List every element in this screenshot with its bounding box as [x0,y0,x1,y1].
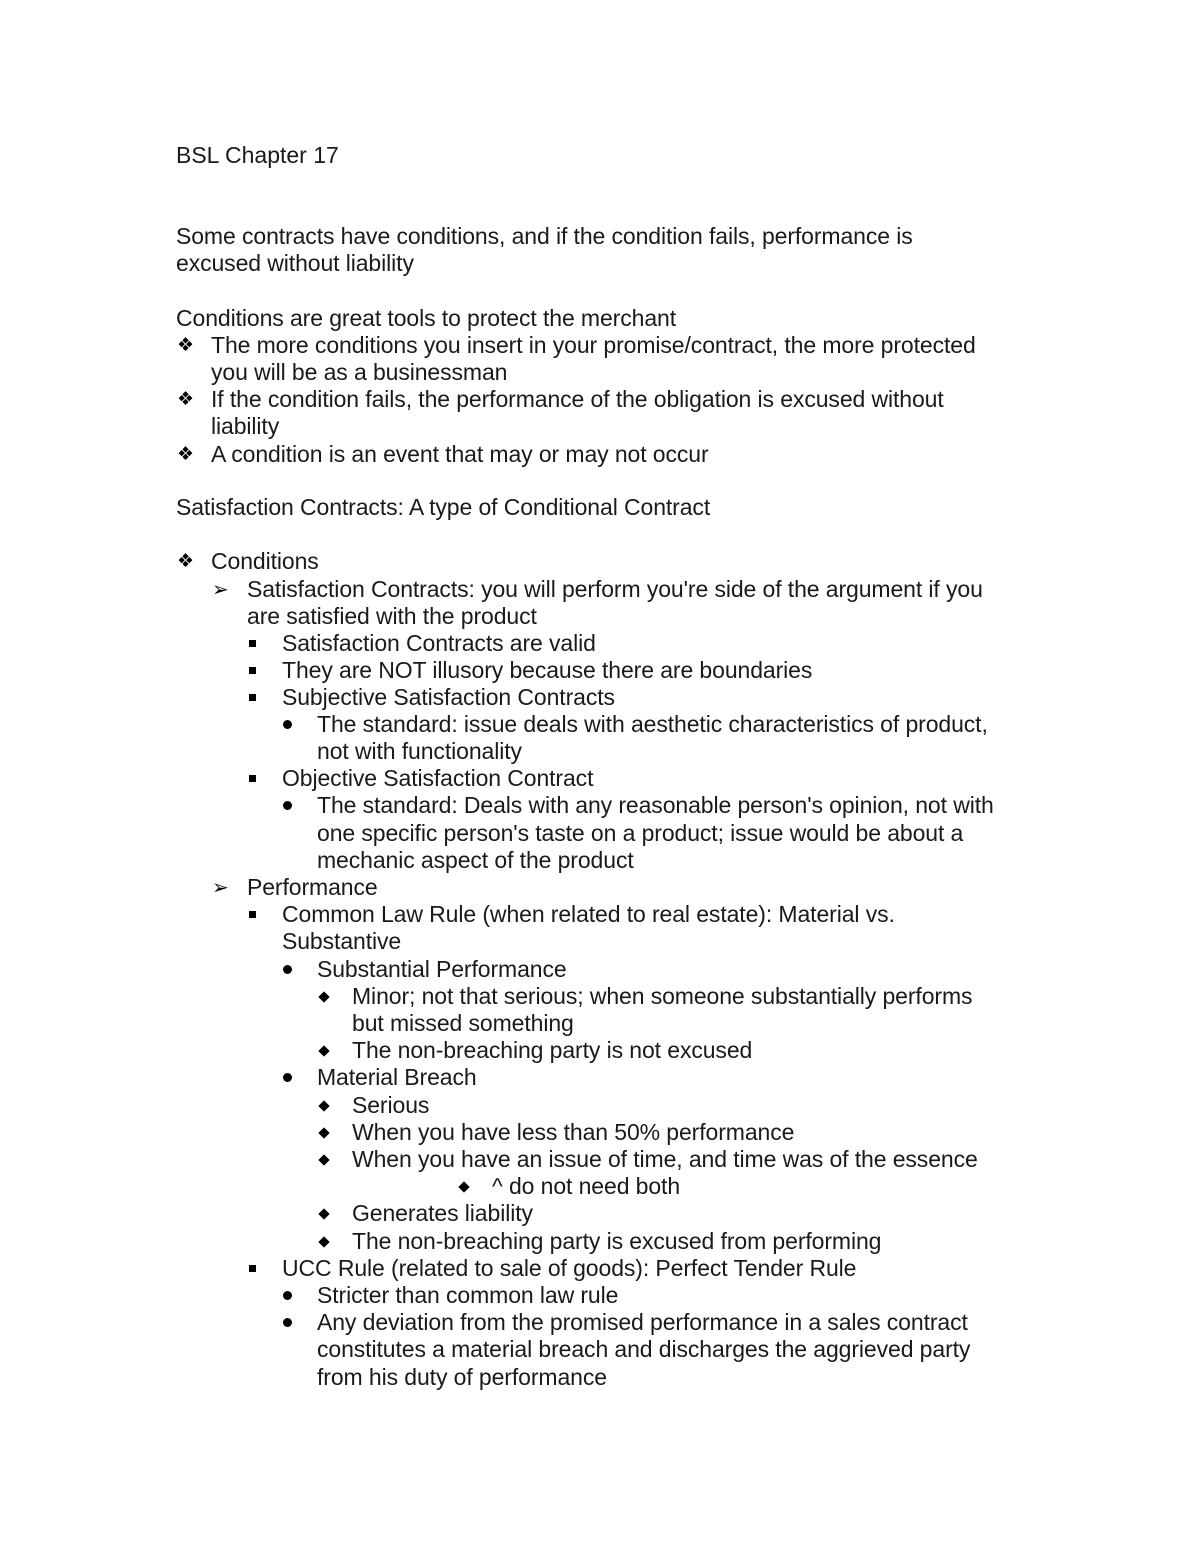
dot-bullet-icon [282,956,306,983]
list-item: are satisfied with the product [247,603,537,629]
diamond-bullet-icon [317,1037,341,1064]
square-bullet-icon [247,684,271,711]
list-item: Subjective Satisfaction Contracts [282,684,615,710]
intro-line: Some contracts have conditions, and if the condition fails, performance is [176,223,913,249]
list-item: Common Law Rule (when related to real estate): Material vs. [282,901,895,927]
list-item: you will be as a businessman [211,359,508,385]
list-item: The standard: issue deals with aesthetic characteristics of product, [317,711,988,737]
satisfaction-heading: Satisfaction Contracts: A type of Conditional Contract [176,494,711,520]
list-item: Performance [247,874,378,900]
diamond-bullet-icon [317,1200,341,1227]
square-bullet-icon [247,657,271,684]
diamond-bullet-icon [317,1092,341,1119]
diamond-bullet-icon [317,983,341,1010]
dot-bullet-icon [282,1309,306,1336]
list-item: If the condition fails, the performance of the obligation is excused without [211,386,944,412]
list-item: UCC Rule (related to sale of goods): Perfect Tender Rule [282,1255,857,1281]
four-diamond-bullet-icon: ❖ [177,389,195,410]
list-item: from his duty of performance [317,1364,607,1390]
list-item: ^ do not need both [492,1173,681,1199]
list-item: Any deviation from the promised performance in a sales contract [317,1309,968,1335]
list-item: When you have less than 50% performance [352,1119,795,1145]
diamond-bullet-icon [317,1228,341,1255]
dot-bullet-icon [282,711,306,738]
list-item: Satisfaction Contracts: you will perform you're side of the argument if you [247,576,983,602]
dot-bullet-icon [282,792,306,819]
square-bullet-icon [247,765,271,792]
diamond-bullet-icon [317,1119,341,1146]
arrow-bullet-icon: ➢ [212,579,229,601]
list-item: Stricter than common law rule [317,1282,619,1308]
list-item: Generates liability [352,1200,533,1226]
list-item: The non-breaching party is not excused [352,1037,753,1063]
list-item: Objective Satisfaction Contract [282,765,594,791]
diamond-bullet-icon [317,1146,341,1173]
list-item: The more conditions you insert in your promise/contract, the more protected [211,332,976,358]
list-item: Satisfaction Contracts are valid [282,630,596,656]
list-item: The standard: Deals with any reasonable person's opinion, not with [317,792,994,818]
list-item: constitutes a material breach and discharges the aggrieved party [317,1336,971,1362]
list-item: Substantial Performance [317,956,567,982]
list-item: A condition is an event that may or may not occur [211,441,709,467]
list-item: not with functionality [317,738,522,764]
intro-line: excused without liability [176,250,414,276]
dot-bullet-icon [282,1064,306,1091]
square-bullet-icon [247,630,271,657]
list-item: When you have an issue of time, and time was of the essence [352,1146,978,1172]
list-item: one specific person's taste on a product; issue would be about a [317,820,964,846]
arrow-bullet-icon: ➢ [212,877,229,899]
list-item: Substantive [282,928,402,954]
list-item: Minor; not that serious; when someone substantially performs [352,983,973,1009]
document-title: BSL Chapter 17 [176,142,339,168]
square-bullet-icon [247,1255,271,1282]
list-item: Conditions [211,548,319,574]
conditions-heading: Conditions are great tools to protect the merchant [176,305,677,331]
square-bullet-icon [247,901,271,928]
list-item: Material Breach [317,1064,477,1090]
list-item: The non-breaching party is excused from performing [352,1228,882,1254]
list-item: mechanic aspect of the product [317,847,634,873]
list-item: Serious [352,1092,430,1118]
diamond-bullet-icon [457,1173,481,1200]
list-item: They are NOT illusory because there are boundaries [282,657,813,683]
list-item: liability [211,413,280,439]
list-item: but missed something [352,1010,574,1036]
four-diamond-bullet-icon: ❖ [177,444,195,465]
four-diamond-bullet-icon: ❖ [177,335,195,356]
dot-bullet-icon [282,1282,306,1309]
four-diamond-bullet-icon: ❖ [177,551,195,572]
